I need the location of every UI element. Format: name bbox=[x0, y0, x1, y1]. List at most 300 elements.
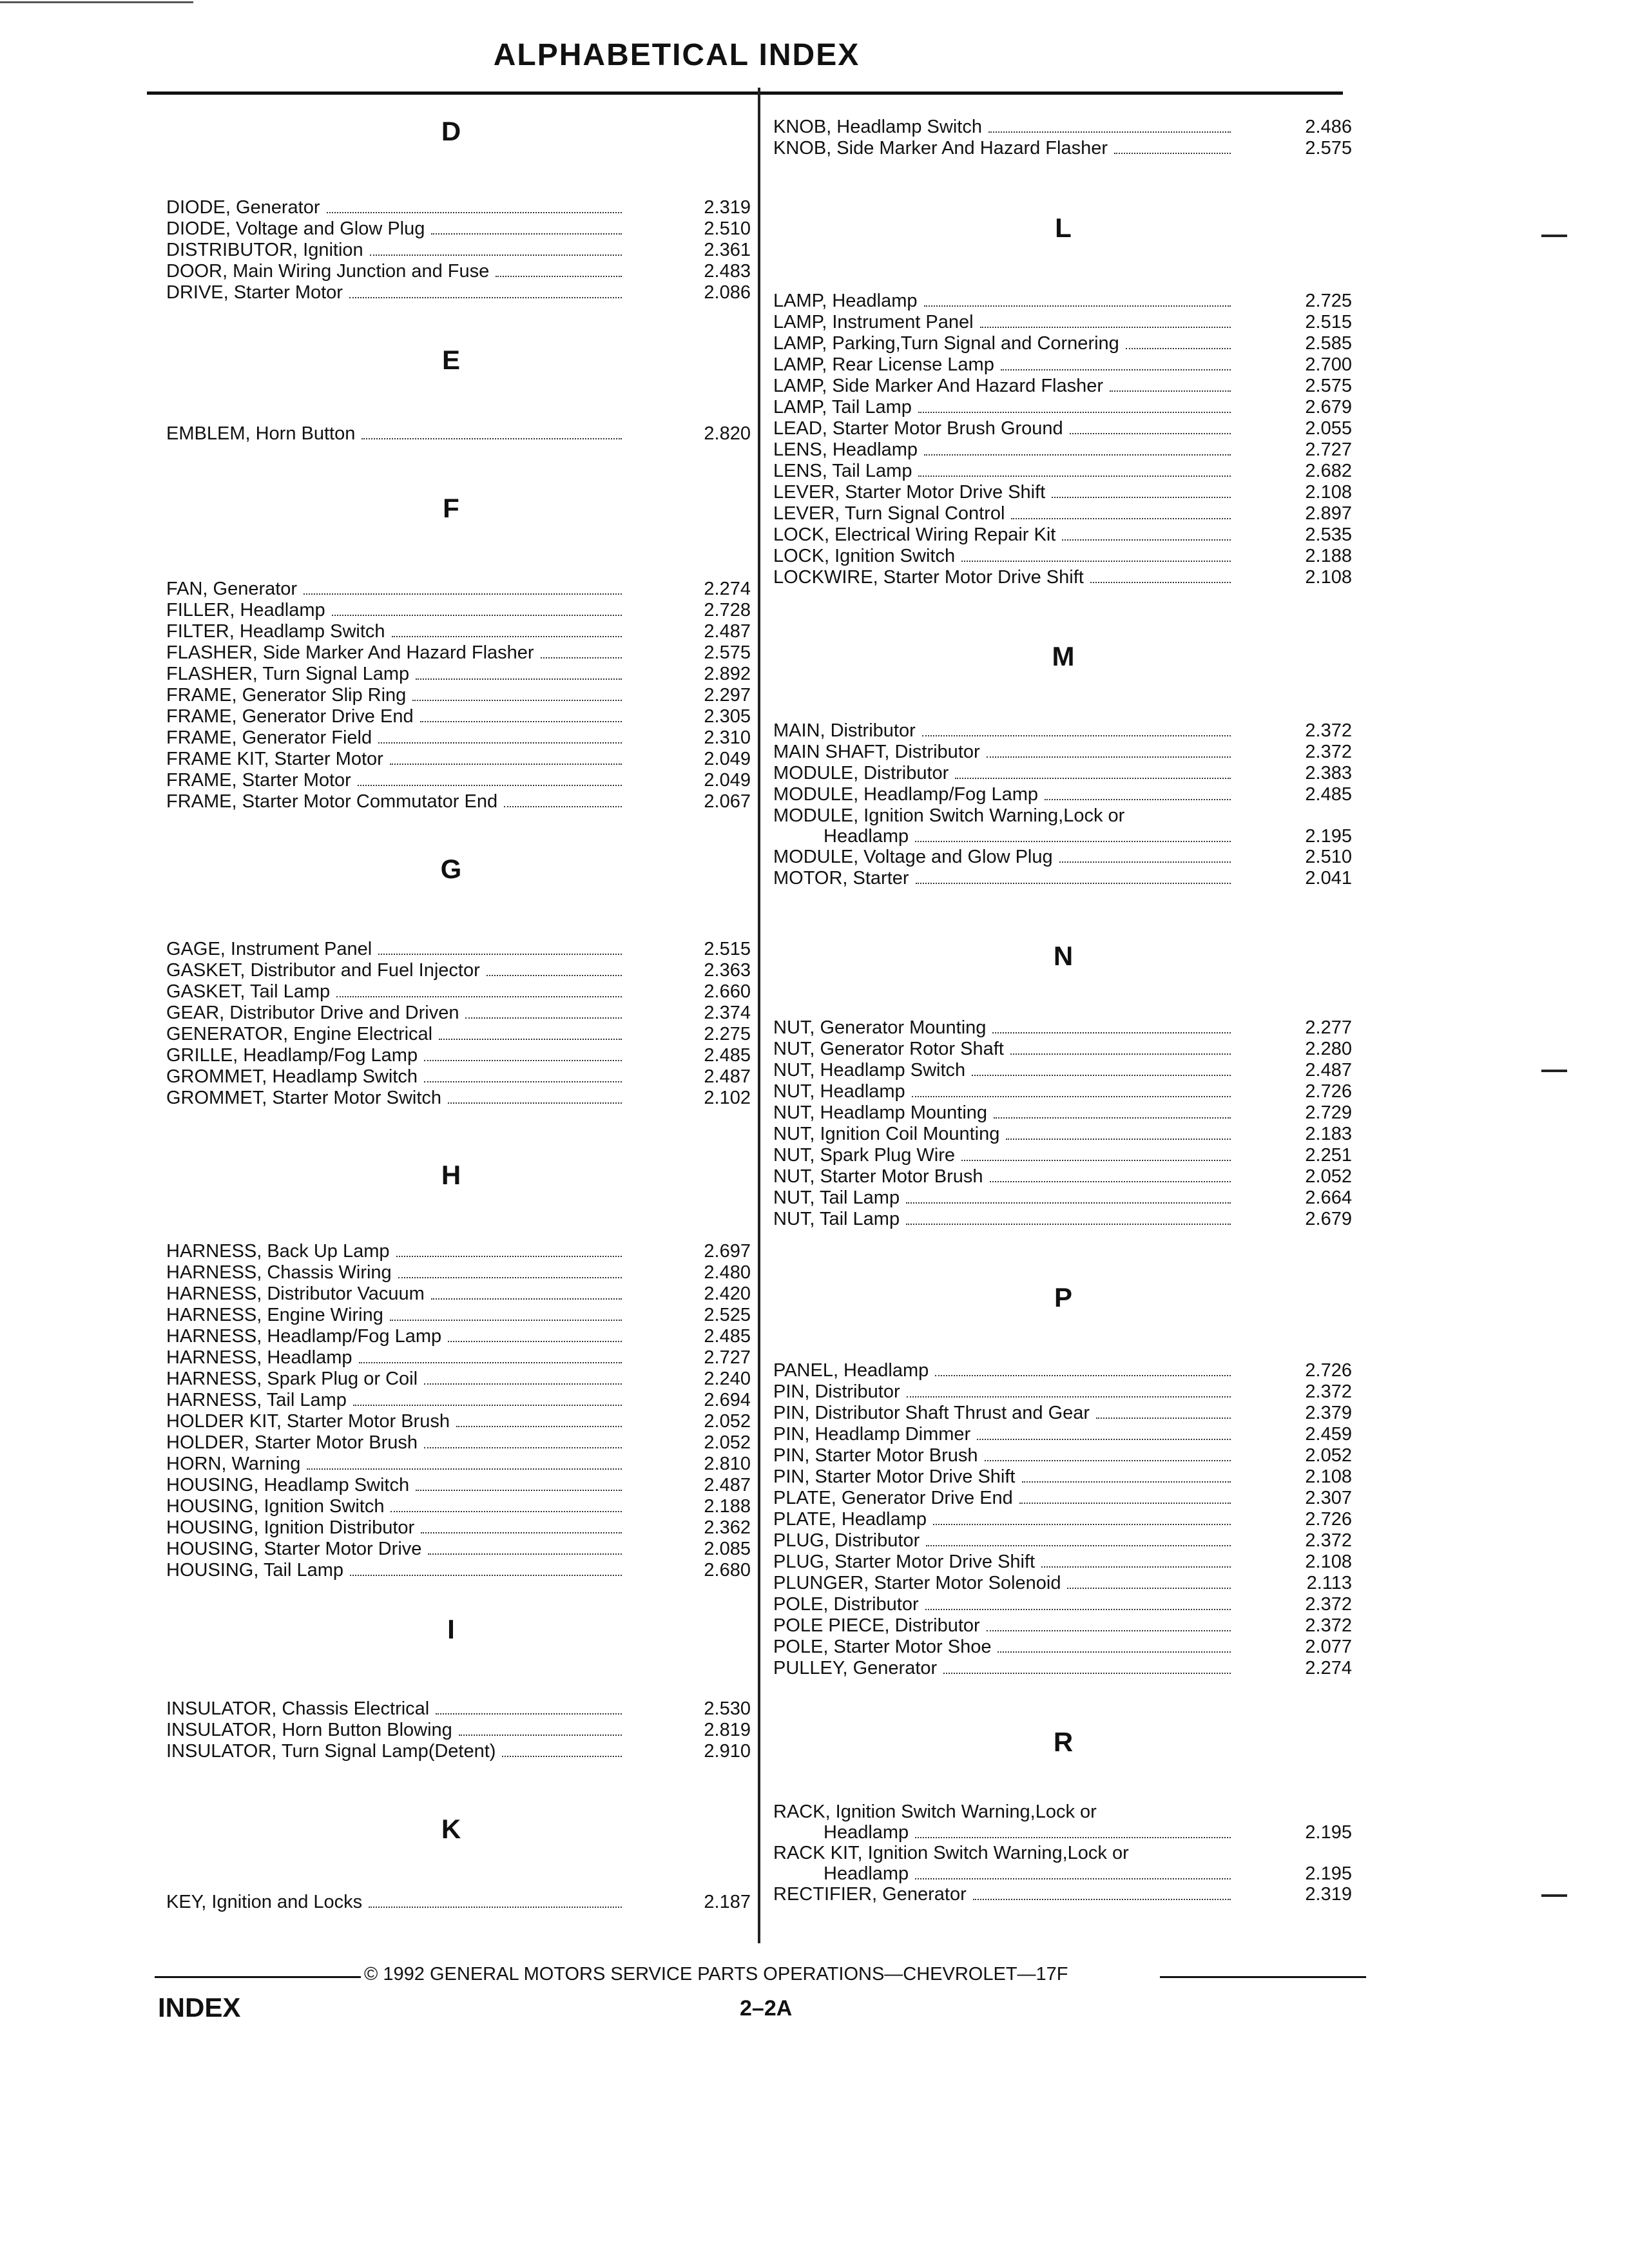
entry-name: HARNESS, Distributor Vacuum bbox=[166, 1283, 425, 1304]
index-entry bbox=[773, 1530, 1352, 1552]
entry-page-number: 2.102 bbox=[704, 1088, 751, 1108]
entry-name: NUT, Tail Lamp bbox=[773, 1187, 900, 1208]
entry-page-number: 2.372 bbox=[1305, 742, 1352, 762]
dot-leader bbox=[1059, 861, 1231, 863]
entry-page-number: 2.819 bbox=[704, 1720, 751, 1740]
dot-leader bbox=[398, 1277, 622, 1278]
entry-name: DOOR, Main Wiring Junction and Fuse bbox=[166, 261, 490, 282]
entry-name-continued: Headlamp bbox=[824, 1822, 909, 1843]
index-entry bbox=[166, 1389, 751, 1411]
dot-leader bbox=[448, 1102, 622, 1104]
header-rule bbox=[147, 91, 1343, 95]
entry-page-number: 2.680 bbox=[704, 1560, 751, 1581]
index-entry bbox=[166, 981, 751, 1003]
dot-leader bbox=[304, 593, 622, 595]
entry-name: PLUG, Starter Motor Drive Shift bbox=[773, 1552, 1036, 1572]
entry-name: POLE, Starter Motor Shoe bbox=[773, 1637, 992, 1657]
entry-page-number: 2.510 bbox=[704, 218, 751, 239]
index-entry bbox=[166, 218, 751, 240]
dot-leader bbox=[390, 1320, 622, 1321]
column-divider bbox=[758, 88, 760, 1943]
entry-name: FRAME, Generator Slip Ring bbox=[166, 685, 407, 706]
dot-leader bbox=[1052, 497, 1231, 498]
entry-page-number: 2.682 bbox=[1305, 461, 1352, 481]
index-entry bbox=[166, 684, 751, 706]
entry-page-number: 2.515 bbox=[704, 939, 751, 959]
section-letter: L bbox=[1055, 213, 1072, 243]
dot-leader bbox=[416, 678, 622, 680]
entry-page-number: 2.310 bbox=[704, 727, 751, 748]
entry-name: GAGE, Instrument Panel bbox=[166, 939, 372, 959]
entry-page-number: 2.485 bbox=[704, 1326, 751, 1347]
index-entry bbox=[773, 116, 1352, 138]
dot-leader bbox=[988, 131, 1231, 133]
index-entry bbox=[773, 1423, 1352, 1445]
entry-name: FILLER, Headlamp bbox=[166, 600, 325, 620]
dot-leader bbox=[350, 1575, 622, 1576]
dot-leader bbox=[307, 1468, 622, 1470]
dot-leader bbox=[918, 476, 1231, 477]
entry-page-number: 2.195 bbox=[1305, 826, 1352, 847]
dot-leader bbox=[332, 615, 622, 616]
entry-page-number: 2.372 bbox=[1305, 1530, 1352, 1551]
dot-leader bbox=[912, 1096, 1231, 1097]
index-entry bbox=[773, 1445, 1352, 1466]
entry-page-number: 2.910 bbox=[704, 1741, 751, 1762]
entry-page-number: 2.319 bbox=[1305, 1884, 1352, 1905]
dot-leader bbox=[907, 1396, 1231, 1398]
index-entry bbox=[773, 1402, 1352, 1424]
footer-section-label: INDEX bbox=[158, 1992, 241, 2023]
entry-page-number: 2.251 bbox=[1305, 1145, 1352, 1166]
index-entry bbox=[773, 1081, 1352, 1102]
dot-leader bbox=[370, 255, 622, 256]
entry-page-number: 2.195 bbox=[1305, 1822, 1352, 1843]
entry-name: PIN, Starter Motor Drive Shift bbox=[773, 1466, 1016, 1487]
entry-name: NUT, Tail Lamp bbox=[773, 1209, 900, 1229]
index-entry bbox=[773, 1636, 1352, 1658]
index-entry bbox=[773, 566, 1352, 588]
dot-leader bbox=[436, 1713, 622, 1715]
dot-leader bbox=[496, 276, 622, 277]
index-entry bbox=[166, 1432, 751, 1454]
index-entry bbox=[166, 1891, 751, 1913]
entry-page-number: 2.319 bbox=[704, 197, 751, 218]
index-entry bbox=[773, 783, 1352, 805]
entry-name: GASKET, Distributor and Fuel Injector bbox=[166, 960, 480, 981]
page-title: ALPHABETICAL INDEX bbox=[493, 38, 860, 72]
entry-page-number: 2.729 bbox=[1305, 1102, 1352, 1123]
entry-name: PULLEY, Generator bbox=[773, 1658, 938, 1678]
entry-page-number: 2.585 bbox=[1305, 333, 1352, 354]
index-entry bbox=[773, 1123, 1352, 1145]
entry-name: PIN, Distributor Shaft Thrust and Gear bbox=[773, 1403, 1090, 1423]
top-edge-line bbox=[0, 1, 193, 3]
entry-page-number: 2.487 bbox=[704, 1475, 751, 1495]
index-entry bbox=[773, 1144, 1352, 1166]
entry-page-number: 2.525 bbox=[704, 1305, 751, 1325]
index-entry bbox=[773, 1508, 1352, 1530]
dot-leader bbox=[378, 742, 622, 744]
entry-page-number: 2.892 bbox=[704, 664, 751, 684]
dot-leader bbox=[424, 1081, 622, 1082]
index-entry bbox=[166, 1474, 751, 1496]
entry-page-number: 2.049 bbox=[704, 749, 751, 769]
entry-page-number: 2.274 bbox=[1305, 1658, 1352, 1678]
entry-name: GROMMET, Starter Motor Switch bbox=[166, 1088, 442, 1108]
index-entry bbox=[166, 1044, 751, 1066]
index-entry bbox=[166, 578, 751, 600]
dot-leader bbox=[1022, 1481, 1231, 1483]
entry-name: MODULE, Headlamp/Fog Lamp bbox=[773, 784, 1038, 805]
entry-name: NUT, Generator Rotor Shaft bbox=[773, 1039, 1004, 1059]
dot-leader bbox=[918, 412, 1231, 413]
dot-leader bbox=[961, 1160, 1231, 1161]
index-entry bbox=[166, 1495, 751, 1517]
entry-page-number: 2.383 bbox=[1305, 763, 1352, 783]
entry-name-continued: Headlamp bbox=[824, 826, 909, 847]
entry-page-number: 2.195 bbox=[1305, 1863, 1352, 1884]
dot-leader bbox=[412, 700, 622, 701]
entry-page-number: 2.049 bbox=[704, 770, 751, 791]
index-entry bbox=[166, 1087, 751, 1109]
section-letter: M bbox=[1052, 641, 1075, 671]
dot-leader bbox=[973, 1899, 1231, 1900]
index-entry bbox=[773, 290, 1352, 312]
entry-name: LOCK, Ignition Switch bbox=[773, 546, 956, 566]
entry-name: LAMP, Parking,Turn Signal and Cornering bbox=[773, 333, 1119, 354]
entry-name: LAMP, Side Marker And Hazard Flasher bbox=[773, 376, 1104, 396]
dot-leader bbox=[994, 1117, 1231, 1119]
dot-leader bbox=[431, 233, 622, 235]
dot-leader bbox=[906, 1224, 1231, 1225]
dot-leader bbox=[1067, 1588, 1231, 1589]
entry-page-number: 2.575 bbox=[1305, 138, 1352, 159]
dot-leader bbox=[487, 975, 622, 976]
index-entry bbox=[166, 1698, 751, 1720]
entry-page-number: 2.575 bbox=[704, 642, 751, 663]
entry-name: GASKET, Tail Lamp bbox=[166, 981, 331, 1002]
entry-page-number: 2.679 bbox=[1305, 1209, 1352, 1229]
entry-page-number: 2.086 bbox=[704, 282, 751, 303]
entry-name: HOUSING, Ignition Switch bbox=[166, 1496, 385, 1517]
entry-name: MODULE, Distributor bbox=[773, 763, 949, 783]
index-entry bbox=[773, 762, 1352, 784]
index-entry bbox=[773, 1059, 1352, 1081]
entry-name: INSULATOR, Turn Signal Lamp(Detent) bbox=[166, 1741, 496, 1762]
entry-page-number: 2.108 bbox=[1305, 1466, 1352, 1487]
entry-name: GEAR, Distributor Drive and Driven bbox=[166, 1003, 459, 1023]
index-entry bbox=[166, 727, 751, 749]
entry-page-number: 2.307 bbox=[1305, 1488, 1352, 1508]
entry-name: RACK KIT, Ignition Switch Warning,Lock or bbox=[773, 1843, 1129, 1863]
index-entry bbox=[773, 1102, 1352, 1124]
entry-page-number: 2.726 bbox=[1305, 1509, 1352, 1530]
dot-leader bbox=[361, 438, 622, 439]
entry-name: FRAME, Generator Field bbox=[166, 727, 372, 748]
entry-page-number: 2.041 bbox=[1305, 868, 1352, 889]
dot-leader bbox=[925, 1609, 1231, 1610]
entry-name: GENERATOR, Engine Electrical bbox=[166, 1024, 433, 1044]
index-entry bbox=[773, 1842, 1352, 1886]
entry-page-number: 2.725 bbox=[1305, 291, 1352, 311]
entry-page-number: 2.726 bbox=[1305, 1360, 1352, 1381]
index-entry bbox=[773, 867, 1352, 889]
entry-name: NUT, Starter Motor Brush bbox=[773, 1166, 983, 1187]
section-letter: H bbox=[441, 1160, 461, 1190]
entry-name: DRIVE, Starter Motor bbox=[166, 282, 343, 303]
dot-leader bbox=[359, 1362, 622, 1363]
dot-leader bbox=[392, 636, 622, 637]
entry-name: RECTIFIER, Generator bbox=[773, 1884, 967, 1905]
index-entry bbox=[773, 332, 1352, 354]
entry-name: FILTER, Headlamp Switch bbox=[166, 621, 385, 642]
index-entry bbox=[166, 1262, 751, 1283]
entry-name: LAMP, Instrument Panel bbox=[773, 312, 974, 332]
dot-leader bbox=[961, 561, 1231, 562]
entry-name: LAMP, Headlamp bbox=[773, 291, 918, 311]
entry-name: NUT, Generator Mounting bbox=[773, 1017, 987, 1038]
dot-leader bbox=[459, 1735, 622, 1736]
dot-leader bbox=[1010, 1053, 1231, 1055]
index-entry bbox=[773, 1038, 1352, 1060]
entry-name: NUT, Headlamp Mounting bbox=[773, 1102, 988, 1123]
dot-leader bbox=[428, 1553, 622, 1555]
dot-leader bbox=[421, 1532, 622, 1533]
index-entry bbox=[166, 748, 751, 770]
dot-leader bbox=[916, 883, 1231, 884]
entry-name: LOCKWIRE, Starter Motor Drive Shift bbox=[773, 567, 1084, 588]
index-entry bbox=[773, 1487, 1352, 1509]
entry-page-number: 2.530 bbox=[704, 1698, 751, 1719]
entry-page-number: 2.379 bbox=[1305, 1403, 1352, 1423]
index-entry bbox=[166, 791, 751, 812]
dot-leader bbox=[390, 1511, 622, 1512]
section-letter: E bbox=[441, 345, 460, 375]
entry-name: LENS, Headlamp bbox=[773, 439, 918, 460]
entry-page-number: 2.515 bbox=[1305, 312, 1352, 332]
entry-page-number: 2.052 bbox=[1305, 1445, 1352, 1466]
entry-page-number: 2.274 bbox=[704, 579, 751, 599]
entry-page-number: 2.459 bbox=[1305, 1424, 1352, 1445]
dot-leader bbox=[336, 996, 622, 997]
entry-name: NUT, Spark Plug Wire bbox=[773, 1145, 956, 1166]
entry-name: MAIN, Distributor bbox=[773, 720, 916, 741]
entry-name: FRAME KIT, Starter Motor bbox=[166, 749, 383, 769]
entry-name: NUT, Headlamp bbox=[773, 1081, 905, 1102]
entry-page-number: 2.108 bbox=[1305, 567, 1352, 588]
dot-leader bbox=[985, 1460, 1231, 1461]
entry-page-number: 2.240 bbox=[704, 1369, 751, 1389]
dot-leader bbox=[933, 1524, 1231, 1525]
entry-page-number: 2.726 bbox=[1305, 1081, 1352, 1102]
section-letter: F bbox=[443, 493, 459, 523]
index-entry bbox=[166, 959, 751, 981]
index-entry bbox=[166, 282, 751, 303]
index-entry bbox=[166, 620, 751, 642]
index-entry bbox=[166, 1719, 751, 1741]
dot-leader bbox=[915, 841, 1231, 842]
index-entry bbox=[166, 1304, 751, 1326]
entry-page-number: 2.660 bbox=[704, 981, 751, 1002]
index-entry bbox=[166, 1538, 751, 1560]
entry-name: FLASHER, Side Marker And Hazard Flasher bbox=[166, 642, 534, 663]
dot-leader bbox=[998, 1651, 1231, 1653]
dot-leader bbox=[424, 1447, 622, 1448]
index-entry bbox=[166, 260, 751, 282]
index-entry bbox=[773, 311, 1352, 333]
entry-name: INSULATOR, Chassis Electrical bbox=[166, 1698, 430, 1719]
dot-leader bbox=[504, 806, 622, 807]
dot-leader bbox=[990, 1181, 1231, 1182]
dot-leader bbox=[977, 1439, 1231, 1440]
entry-page-number: 2.535 bbox=[1305, 524, 1352, 545]
index-entry bbox=[166, 938, 751, 960]
dot-leader bbox=[420, 721, 622, 722]
entry-name: KEY, Ignition and Locks bbox=[166, 1892, 363, 1912]
entry-name: EMBLEM, Horn Button bbox=[166, 423, 356, 444]
section-letter: N bbox=[1053, 941, 1074, 971]
entry-name: FAN, Generator bbox=[166, 579, 298, 599]
dot-leader bbox=[987, 756, 1231, 758]
entry-page-number: 2.372 bbox=[1305, 1594, 1352, 1615]
dot-leader bbox=[465, 1017, 622, 1019]
entry-name: PLUG, Distributor bbox=[773, 1530, 920, 1551]
index-entry bbox=[166, 1325, 751, 1347]
section-letter: P bbox=[1054, 1282, 1072, 1312]
index-entry bbox=[773, 846, 1352, 868]
dot-leader bbox=[992, 1032, 1231, 1033]
entry-name: PIN, Starter Motor Brush bbox=[773, 1445, 978, 1466]
entry-page-number: 2.575 bbox=[1305, 376, 1352, 396]
dot-leader bbox=[1062, 539, 1231, 541]
entry-page-number: 2.487 bbox=[704, 621, 751, 642]
entry-name: HARNESS, Headlamp bbox=[166, 1347, 352, 1368]
entry-page-number: 2.420 bbox=[704, 1283, 751, 1304]
entry-name: HOUSING, Headlamp Switch bbox=[166, 1475, 410, 1495]
entry-name: NUT, Ignition Coil Mounting bbox=[773, 1124, 1000, 1144]
index-entry bbox=[773, 1208, 1352, 1230]
entry-page-number: 2.728 bbox=[704, 600, 751, 620]
index-entry bbox=[773, 1551, 1352, 1573]
index-entry bbox=[166, 1023, 751, 1045]
index-entry bbox=[773, 439, 1352, 461]
entry-name: MOTOR, Starter bbox=[773, 868, 909, 889]
entry-page-number: 2.280 bbox=[1305, 1039, 1352, 1059]
index-entry bbox=[773, 524, 1352, 546]
entry-name: LEVER, Turn Signal Control bbox=[773, 503, 1005, 524]
entry-page-number: 2.694 bbox=[704, 1390, 751, 1410]
index-entry bbox=[166, 1283, 751, 1305]
entry-name: HOUSING, Ignition Distributor bbox=[166, 1517, 415, 1538]
margin-mark bbox=[1541, 1070, 1567, 1072]
margin-mark bbox=[1541, 1894, 1567, 1897]
entry-name: LOCK, Electrical Wiring Repair Kit bbox=[773, 524, 1056, 545]
dot-leader bbox=[915, 1878, 1231, 1879]
dot-leader bbox=[456, 1426, 622, 1427]
entry-name: LAMP, Tail Lamp bbox=[773, 397, 912, 418]
dot-leader bbox=[906, 1202, 1231, 1204]
entry-name-continued: Headlamp bbox=[824, 1863, 909, 1884]
index-entry bbox=[166, 1559, 751, 1581]
entry-name: PIN, Distributor bbox=[773, 1381, 900, 1402]
entry-name: FRAME, Starter Motor Commutator End bbox=[166, 791, 498, 812]
entry-page-number: 2.487 bbox=[1305, 1060, 1352, 1081]
entry-name: HARNESS, Headlamp/Fog Lamp bbox=[166, 1326, 442, 1347]
entry-name: LENS, Tail Lamp bbox=[773, 461, 912, 481]
dot-leader bbox=[541, 657, 622, 658]
index-entry bbox=[773, 545, 1352, 567]
entry-page-number: 2.727 bbox=[704, 1347, 751, 1368]
dot-leader bbox=[1114, 153, 1231, 154]
entry-name: POLE, Distributor bbox=[773, 1594, 919, 1615]
dot-leader bbox=[431, 1298, 622, 1300]
entry-name: MODULE, Ignition Switch Warning,Lock or bbox=[773, 805, 1125, 826]
dot-leader bbox=[935, 1375, 1231, 1376]
entry-page-number: 2.372 bbox=[1305, 1615, 1352, 1636]
entry-page-number: 2.485 bbox=[1305, 784, 1352, 805]
entry-name: HOLDER KIT, Starter Motor Brush bbox=[166, 1411, 450, 1432]
index-entry bbox=[166, 706, 751, 727]
entry-page-number: 2.113 bbox=[1306, 1573, 1352, 1593]
entry-page-number: 2.297 bbox=[704, 685, 751, 706]
dot-leader bbox=[924, 305, 1231, 307]
entry-name: KNOB, Headlamp Switch bbox=[773, 117, 982, 137]
index-entry bbox=[166, 1453, 751, 1475]
dot-leader bbox=[955, 778, 1231, 779]
copyright-notice: © 1992 GENERAL MOTORS SERVICE PARTS OPERATIONS—CHEVROLET—17F bbox=[364, 1964, 1068, 1984]
entry-page-number: 2.188 bbox=[704, 1496, 751, 1517]
index-entry bbox=[166, 1002, 751, 1024]
dot-leader bbox=[1126, 348, 1231, 349]
entry-name: GRILLE, Headlamp/Fog Lamp bbox=[166, 1045, 418, 1066]
index-entry bbox=[773, 1657, 1352, 1679]
entry-name: PLATE, Generator Drive End bbox=[773, 1488, 1013, 1508]
entry-name: HOUSING, Starter Motor Drive bbox=[166, 1539, 422, 1559]
entry-name: DIODE, Voltage and Glow Plug bbox=[166, 218, 425, 239]
dot-leader bbox=[922, 735, 1231, 736]
page-number: 2–2A bbox=[740, 1996, 793, 2021]
index-entry bbox=[773, 1572, 1352, 1594]
entry-page-number: 2.361 bbox=[704, 240, 751, 260]
dot-leader bbox=[1070, 433, 1231, 434]
entry-page-number: 2.374 bbox=[704, 1003, 751, 1023]
entry-page-number: 2.483 bbox=[704, 261, 751, 282]
dot-leader bbox=[972, 1075, 1231, 1076]
dot-leader bbox=[448, 1341, 622, 1342]
index-entry bbox=[773, 1017, 1352, 1039]
index-entry bbox=[773, 805, 1352, 849]
index-entry bbox=[166, 599, 751, 621]
entry-page-number: 2.679 bbox=[1305, 397, 1352, 418]
dot-leader bbox=[1045, 799, 1231, 800]
entry-page-number: 2.183 bbox=[1305, 1124, 1352, 1144]
dot-leader bbox=[1011, 518, 1231, 519]
entry-name: HOLDER, Starter Motor Brush bbox=[166, 1432, 418, 1453]
dot-leader bbox=[358, 785, 622, 786]
index-entry bbox=[773, 137, 1352, 159]
dot-leader bbox=[378, 954, 622, 955]
entry-page-number: 2.305 bbox=[704, 706, 751, 727]
entry-name: PLATE, Headlamp bbox=[773, 1509, 927, 1530]
index-entry bbox=[773, 481, 1352, 503]
index-entry bbox=[773, 460, 1352, 482]
dot-leader bbox=[390, 764, 622, 765]
margin-mark bbox=[1541, 235, 1567, 237]
entry-page-number: 2.188 bbox=[1305, 546, 1352, 566]
section-letter: R bbox=[1053, 1727, 1074, 1757]
dot-leader bbox=[915, 1837, 1231, 1838]
